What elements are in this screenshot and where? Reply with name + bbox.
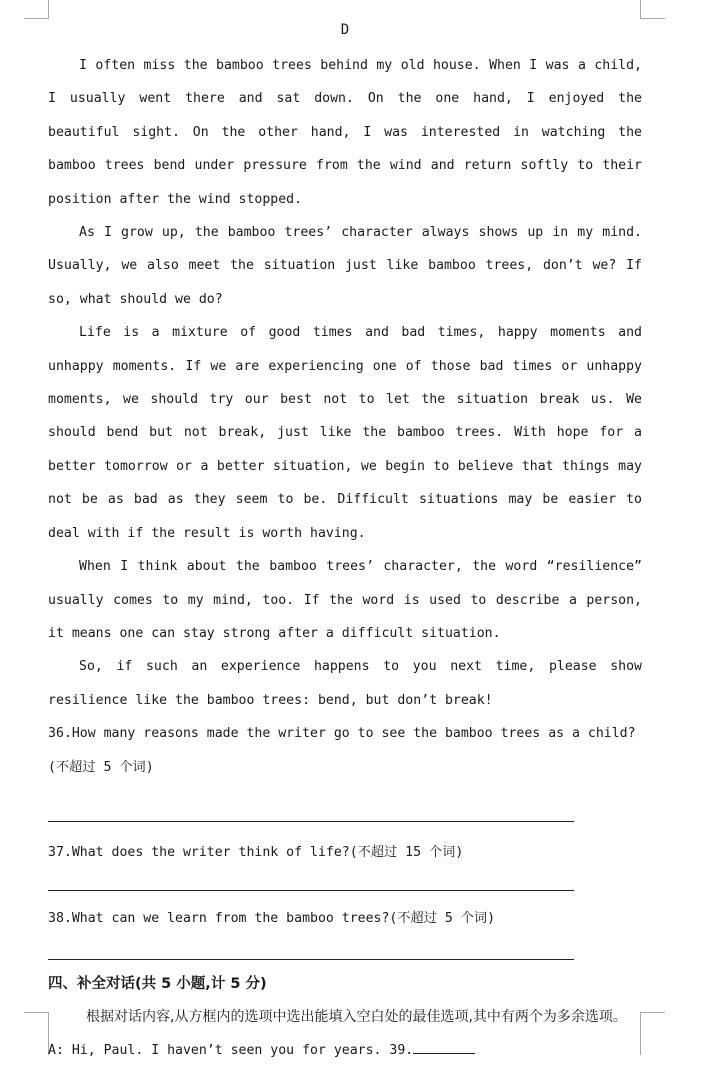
passage-paragraph-3: Life is a mixture of good times and bad times, happy moments and unhappy moments. If we are experiencing one of those bad times or unhappy moments, we should try our best not to let the situation break us. We should bend but not break, just like the bamboo trees. With hope for a better tomorrow or a better situation, we begin to believe that things may not be as bad as they seem to be. Difficult situations may be easier to deal with if the result is worth having. (48, 325, 642, 541)
question-36: 36.How many reasons made the writer go to see the bamboo trees as a child?(不超过 5 个词) (48, 726, 636, 775)
crop-mark-bottom-right (640, 1012, 665, 1055)
passage-section-letter: D (340, 22, 350, 38)
section-4-instruction: 根据对话内容,从方框内的选项中选出能填入空白处的最佳选项,其中有两个为多余选项。 (86, 1008, 627, 1025)
main-content (48, 49, 642, 1067)
passage-paragraph-4: When I think about the bamboo trees’ character, the word “resilience” usually comes to my mind, too. If the word is used to describe a person, it means one can stay strong after a difficult situation. (48, 559, 642, 641)
question-37: 37.What does the writer think of life?(不超过 15 个词) (48, 844, 464, 860)
blank-39[interactable] (413, 1041, 475, 1054)
crop-mark-bottom-left (24, 1012, 49, 1055)
crop-mark-top-right (640, 0, 665, 19)
dialogue-text: A: Hi, Paul. I haven’t seen you for years. 39. (48, 1043, 414, 1059)
passage-paragraph-2: As I grow up, the bamboo trees’ character always shows up in my mind. Usually, we also meet the situation just like bamboo trees, don’t we? If so, what should we do? (48, 225, 642, 307)
section-4-heading: 四、补全对话(共 5 小题,计 5 分) (48, 975, 267, 992)
dialogue-line-a (48, 1034, 642, 1067)
passage-paragraph-5: So, if such an experience happens to you next time, please show resilience like the bamboo trees: bend, but don’t break! (48, 659, 642, 708)
question-38: 38.What can we learn from the bamboo trees?(不超过 5 个词) (48, 911, 496, 927)
crop-mark-top-left (24, 0, 49, 19)
passage-paragraph-1: I often miss the bamboo trees behind my old house. When I was a child, I usually went there and sat down. On the one hand, I enjoyed the beautiful sight. On the other hand, I was interested in watching the bamboo trees bend under pressure from the wind and return softly to their position after the wind stopped. (48, 58, 642, 207)
